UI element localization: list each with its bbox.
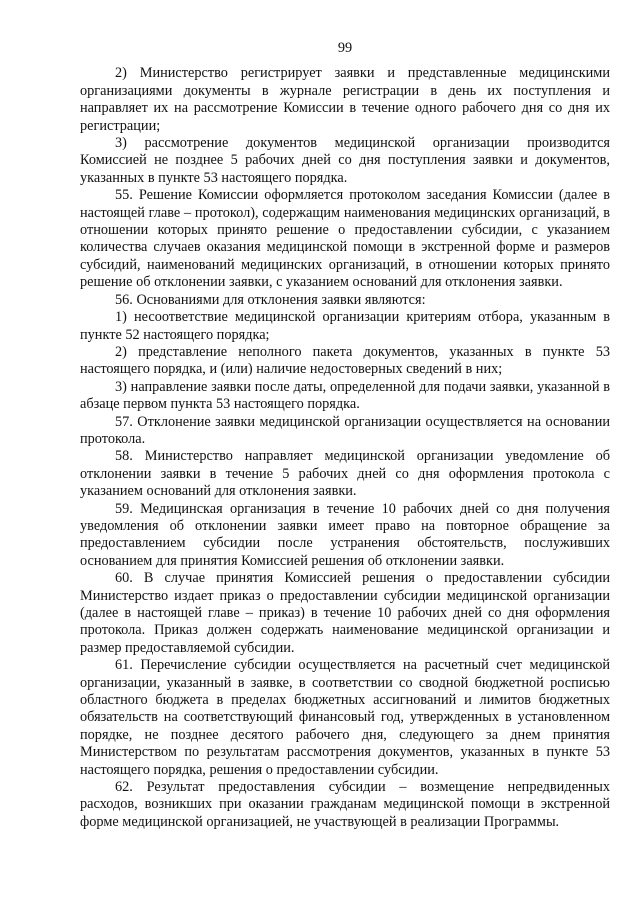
paragraph-56-2: 2) представление неполного пакета документов, указанных в пункте 53 настоящего порядка, и (или) наличие недостоверных сведений в них; <box>80 343 610 378</box>
paragraph-59: 59. Медицинская организация в течение 10 рабочих дней со дня получения уведомления об отклонении заявки имеет право на повторное обращение за предоставлением субсидии после устранения обстоятельств, послуживших основанием для принятия Комиссией решения об отклонении заявки. <box>80 500 610 569</box>
paragraph-54-3: 3) рассмотрение документов медицинской организации производится Комиссией не позднее 5 рабочих дней со дня поступления заявки и документов, указанных в пункте 53 настоящего порядка. <box>80 135 610 186</box>
paragraph-62: 62. Результат предоставления субсидии – возмещение непредвиденных расходов, возникших при оказании гражданам медицинской помощи в экстренной форме медицинской организацией, не участвующей в реализации Программы. <box>80 779 610 830</box>
paragraph-60: 60. В случае принятия Комиссией решения о предоставлении субсидии Министерство издает приказ о предоставлении субсидии медицинской организации (далее в настоящей главе – приказ) в течение 10 рабочих дней со дня оформления протокола. Приказ должен содержать наименование медицинской организации и размер предоставляемой субсидии. <box>80 570 610 656</box>
paragraph-58: 58. Министерство направляет медицинской организации уведомление об отклонении заявки в течение 5 рабочих дней со дня оформления протокола с указанием оснований для отклонения заявки. <box>80 448 610 500</box>
paragraph-56-1: 1) несоответствие медицинской организации критериям отбора, указанным в пункте 52 настоящего порядка; <box>80 309 610 343</box>
paragraph-57: 57. Отклонение заявки медицинской организации осуществляется на основании протокола. <box>80 413 610 447</box>
page-number: 99 <box>337 40 353 56</box>
paragraph-61: 61. Перечисление субсидии осуществляется на расчетный счет медицинской организации, указанный в заявке, в соответствии со сводной бюджетной росписью областного бюджета в пределах бюджетных ассигнований и лимитов бюджетных обязательств на соответствующий финансовый год, утвержденных в установленном порядке, не позднее десятого рабочего дня, следующего за днем принятия Министерством по результатам рассмотрения документов, указанных в пункте 53 настоящего порядка, решения о предоставлении субсидии. <box>80 657 610 778</box>
document-page <box>80 40 610 831</box>
paragraph-56-3: 3) направление заявки после даты, определенной для подачи заявки, указанной в абзаце первом пункта 53 настоящего порядка. <box>80 378 610 413</box>
paragraph-55: 55. Решение Комиссии оформляется протоколом заседания Комиссии (далее в настоящей главе – протокол), содержащим наименования медицинских организаций, в отношении которых принято решение о предоставлении субсидии, с указанием количества случаев оказания медицинской помощи в экстренной форме и размеров субсидий, наименований медицинских организаций, в отношении которых принято решение об отклонении заявки, с указанием оснований для отклонения заявки. <box>80 187 610 291</box>
paragraph-54-2: 2) Министерство регистрирует заявки и представленные медицинскими организациями документы в журнале регистрации в день их поступления и направляет их на рассмотрение Комиссии в течение одного рабочего дня со дня их регистрации; <box>80 65 610 134</box>
paragraph-56: 56. Основаниями для отклонения заявки являются: <box>115 291 426 308</box>
